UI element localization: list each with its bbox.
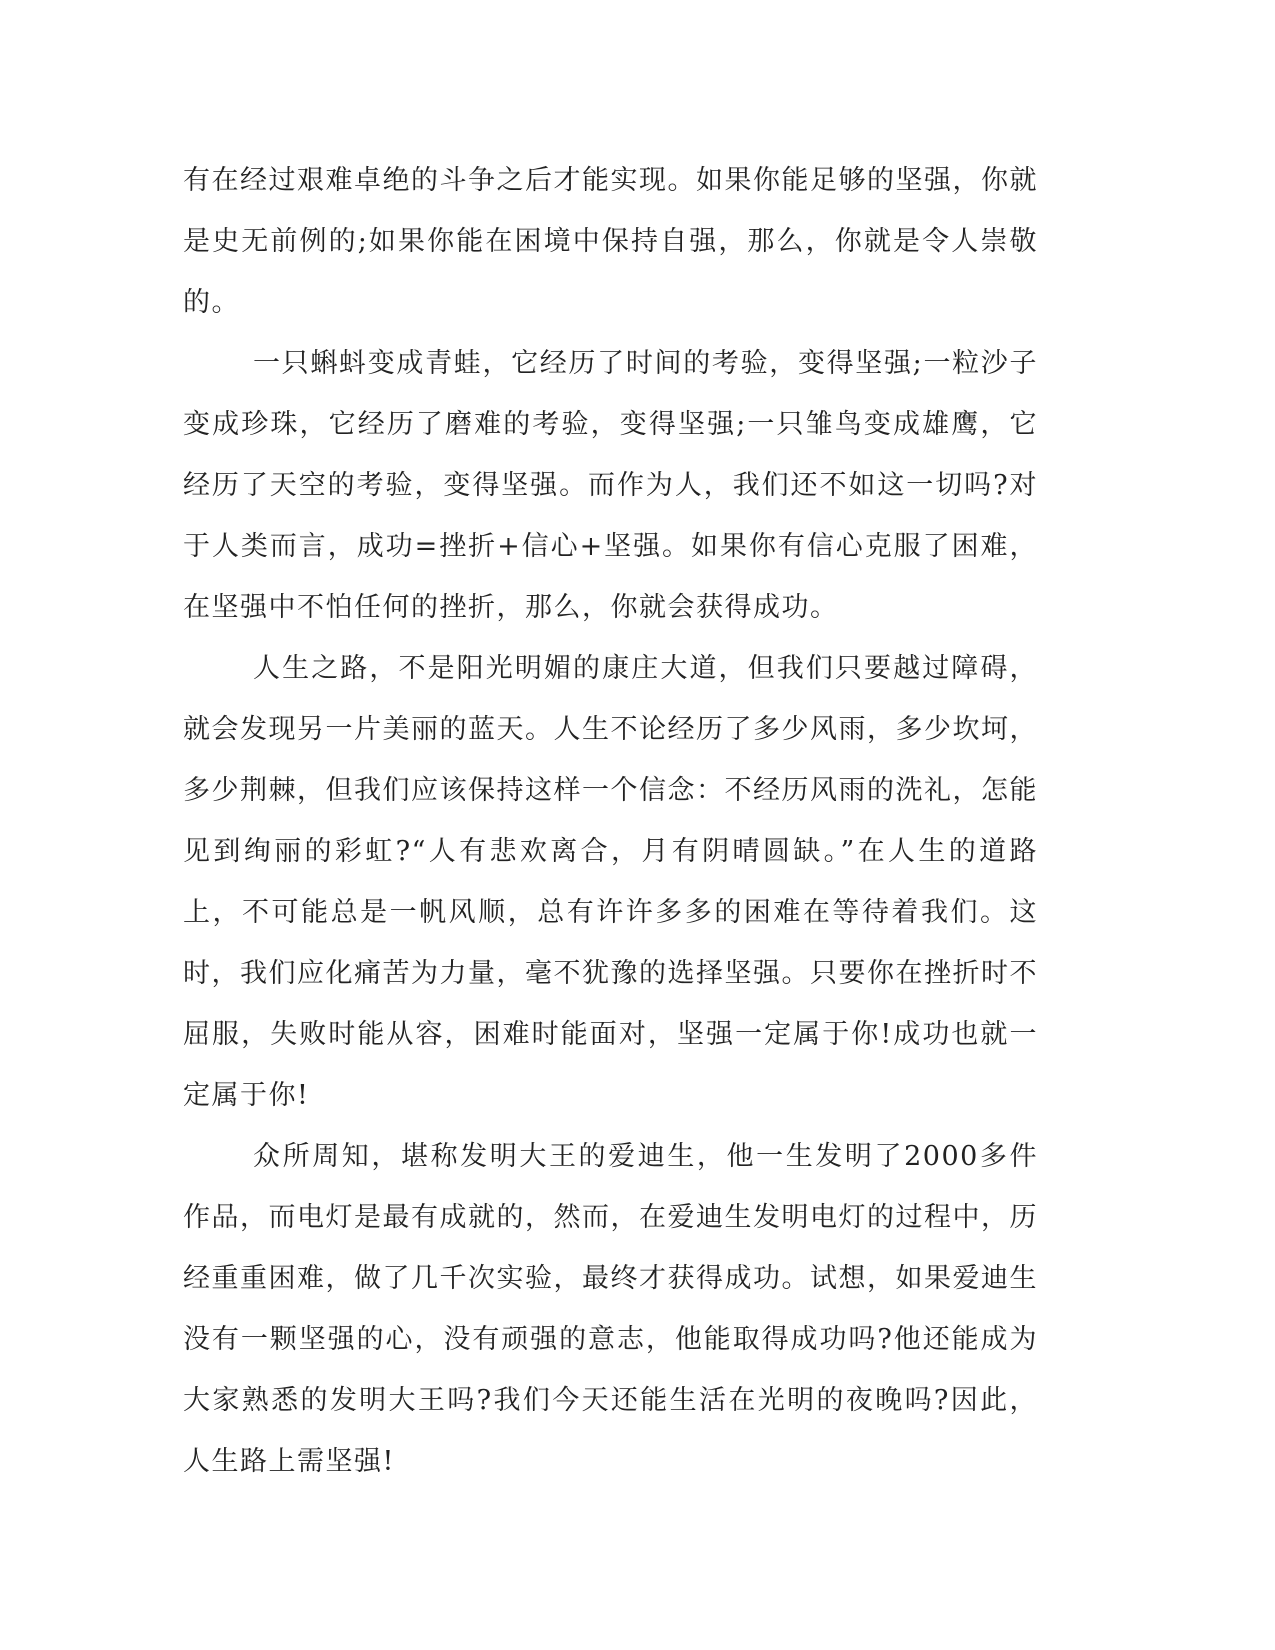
paragraph-2: 一只蝌蚪变成青蛙，它经历了时间的考验，变得坚强;一粒沙子变成珍珠，它经历了磨难的考验，变得坚强;一只雏鸟变成雄鹰，它经历了天空的考验，变得坚强。而作为人，我们还不如这一切吗?对于人类而言，成功=挫折+信心+坚强。如果你有信心克服了困难，在坚强中不怕任何的挫折，那么，你就会获得成功。 [183,348,1038,623]
paragraph-3: 人生之路，不是阳光明媚的康庄大道，但我们只要越过障碍，就会发现另一片美丽的蓝天。人生不论经历了多少风雨，多少坎坷，多少荆棘，但我们应该保持这样一个信念：不经历风雨的洗礼，怎能见到绚丽的彩虹?“人有悲欢离合，月有阴晴圆缺。”在人生的道路上，不可能总是一帆风顺，总有许许多多的困难在等待着我们。这时，我们应化痛苦为力量，毫不犹豫的选择坚强。只要你在挫折时不屈服，失败时能从容，困难时能面对，坚强一定属于你!成功也就一定属于你! [183,653,1038,1111]
paragraph-1: 有在经过艰难卓绝的斗争之后才能实现。如果你能足够的坚强，你就是史无前例的;如果你能在困境中保持自强，那么，你就是令人崇敬的。 [183,165,1038,318]
document-body [183,150,1038,1492]
paragraph-4: 众所周知，堪称发明大王的爱迪生，他一生发明了2000多件作品，而电灯是最有成就的，然而，在爱迪生发明电灯的过程中，历经重重困难，做了几千次实验，最终才获得成功。试想，如果爱迪生没有一颗坚强的心，没有顽强的意志，他能取得成功吗?他还能成为大家熟悉的发明大王吗?我们今天还能生活在光明的夜晚吗?因此，人生路上需坚强! [183,1141,1038,1477]
